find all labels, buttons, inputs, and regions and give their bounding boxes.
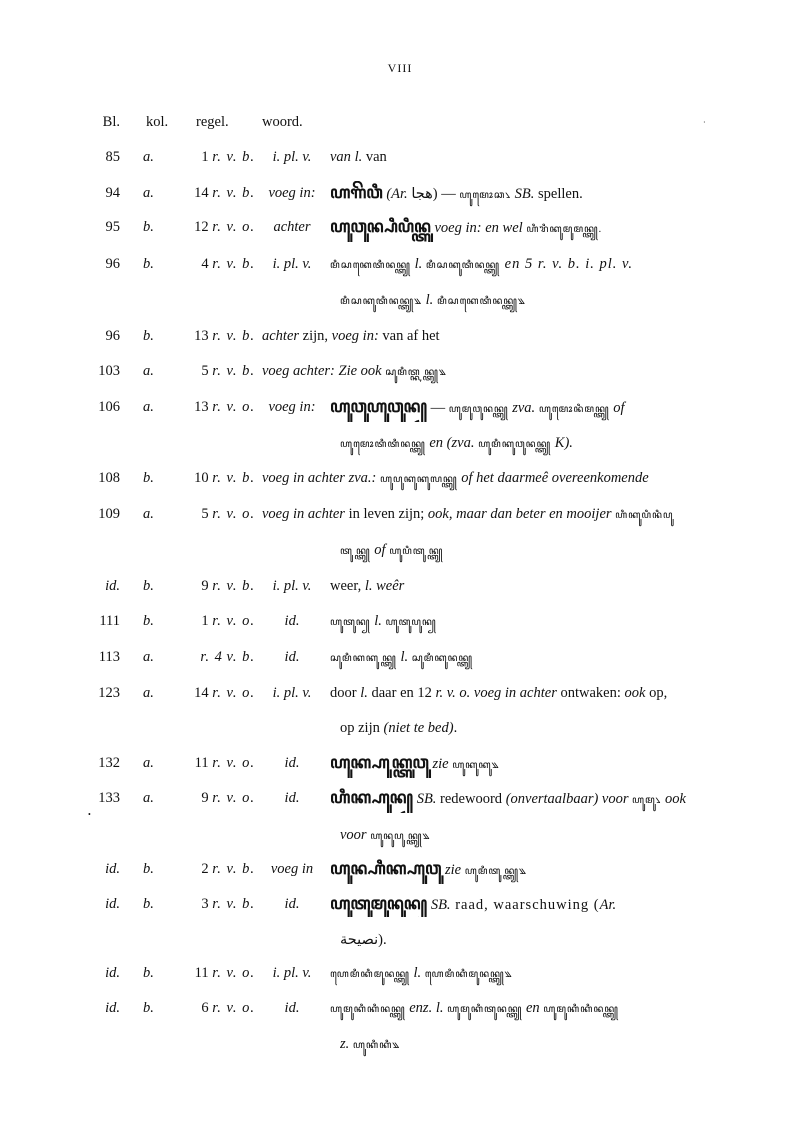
table-row-continuation [0,716,800,740]
table-row-continuation [0,928,800,952]
correction-text: door l. daar en 12 r. v. o. voeg in achter ontwaken: ook op, [330,685,668,701]
regel-cell: 3 r. v. b. [201,896,255,912]
correction-text: ꦲꦸꦠꦸꦤ꧀ l. ꦲꦸꦠꦸꦥꦸꦤ꧀ [330,613,437,629]
regel-cell: 9 r. v. b. [201,578,255,594]
regel-cell: 11 r. v. o. [194,965,255,981]
bl-cell: id. [105,896,120,912]
correction-text: ꦲꦸꦩꦺꦴꦠꦶꦠꦶꦤꦤ꧀ꦠꦾ en (zva. ꦲꦸꦩꦶꦏꦸꦮꦸꦤꦤ꧀ꦠꦾ K). [340,435,573,451]
kol-cell: b. [143,328,154,344]
kol-cell: b. [143,578,154,594]
correction-text: ꦲꦸꦏ꧀ꦲꦸꦏ꧀ꦠꦸꦮꦸ zie ꦲꦸꦏꦸꦏꦸ꧉ [330,753,500,772]
regel-cell: 13 r. v. b. [194,328,255,344]
regel-cell: 6 r. v. o. [201,1000,255,1016]
correction-text: voeg in achter zva.: ꦲꦸꦥꦸꦏꦸꦏꦸꦭꦤ꧀ꦠꦾ of het daarmeê overeenkomende [262,470,649,486]
correction-text: voor ꦲꦸꦤꦸꦥꦸꦤ꧀ꦠꦾ꧉ [340,827,431,843]
javanese-script: ꦲꦸꦥꦸꦏꦸꦏꦸꦭꦤ꧀ꦠꦾ [379,474,458,485]
arabic-script: هجا [411,186,433,202]
javanese-script: ꦲꦸꦠꦸꦩꦸꦤꦸꦤ꧀ [330,894,428,913]
table-row-continuation [0,288,800,312]
correction-text: ꦲꦸꦠꦸꦩꦸꦤꦸꦤ꧀ SB. raad, waarschuwing (Ar. [330,894,617,913]
regel-cell: 11 r. v. o. [194,755,255,771]
kol-cell: b. [143,219,154,235]
regel-cell: 9 r. v. o. [201,790,255,806]
correction-text: achter zijn, voeg in: van af het [262,328,440,344]
stray-mark: · [703,118,706,127]
regel-cell: 1 r. v. o. [201,613,255,629]
correction-text: voeg in achter in leven zijn; ook, maar dan beter en mooijer ꦲꦶꦏꦸꦥꦶꦤꦶꦥꦸ [262,506,674,522]
woord-cell: id. [284,896,300,912]
kol-cell: b. [143,1000,154,1016]
table-row [0,252,800,276]
correction-text: ꦲꦸꦤ꧀ꦲꦶꦏ꧀ꦲꦸꦮꦸ zie ꦲꦸꦩꦶꦠꦸꦤ꧀ꦠꦾ꧉ [330,859,527,878]
table-row [0,466,800,490]
regel-cell: 13 r. v. o. [194,399,255,415]
bl-cell: id. [105,1000,120,1016]
javanese-script: ꦩꦶꦱꦏꦸꦠꦶꦤꦤ꧀ꦠꦾ [425,260,501,271]
javanese-script: ꦲꦸꦮꦸꦤ꧀ꦥꦶꦥꦶꦤ꧀ꦠꦸ [330,217,431,236]
table-row [0,145,800,169]
correction-text: z. ꦲꦸꦏꦶꦏꦶ꧉ [340,1036,401,1052]
woord-cell: i. pl. v. [272,256,312,272]
table-row [0,961,800,985]
javanese-script: ꦲꦸꦏꦸꦏꦸ꧉ [452,760,500,771]
woord-cell: id. [284,755,300,771]
correction-text: نصيحة). [340,932,387,948]
regel-cell: 1 r. v. b. [201,149,255,165]
table-row [0,502,800,526]
javanese-script: ꦩꦶꦱꦏꦺꦠꦶꦤꦤ꧀ꦠꦾ [330,260,411,271]
kol-cell: a. [143,790,154,806]
kol-cell: a. [143,399,154,415]
woord-cell: id. [284,649,300,665]
javanese-script: ꦲꦸꦩꦶꦏꦸꦮꦸꦤꦤ꧀ꦠꦾ [478,439,552,450]
regel-cell: 5 r. v. o. [201,506,255,522]
bl-cell: id. [105,861,120,877]
kol-cell: a. [143,755,154,771]
bl-cell: 108 [98,470,120,486]
arabic-script: نصيحة [340,932,379,948]
bl-cell: 113 [98,649,120,665]
javanese-script: ꦲꦸꦩꦶꦠꦸꦤ꧀ꦠꦾ꧉ [464,866,527,877]
javanese-script: ꦲꦸꦩꦺꦴꦤꦶꦩꦤ꧀ꦠꦾ [538,404,610,415]
correction-text: ꦲꦒꦼꦮꦶ (Ar. هجا) — ꦲꦸꦩꦺꦴꦕ꧈ SB. spellen. [330,183,583,202]
woord-cell: achter [273,219,311,235]
table-row-continuation [0,1032,800,1056]
table-row [0,751,800,775]
javanese-script: ꦲꦸꦠꦸꦤ꧀ [330,617,371,628]
kol-cell: b. [143,896,154,912]
header-regel: regel. [196,114,229,130]
javanese-script: ꦲꦸꦩꦺꦴꦠꦶꦠꦶꦤꦤ꧀ꦠꦾ [340,439,426,450]
woord-cell: i. pl. v. [272,578,312,594]
javanese-script: ꦲꦸꦤ꧀ꦲꦶꦏ꧀ꦲꦸꦮꦸ [330,859,442,878]
bl-cell: 103 [98,363,120,379]
bl-cell: id. [105,965,120,981]
javanese-script: ꦲꦸꦠꦸꦥꦸꦤ꧀ [385,617,437,628]
javanese-script: ꦲꦸꦩꦸ꧈ [628,795,662,806]
header-woord: woord. [262,114,303,130]
correction-text: weer, l. weêr [330,578,405,594]
javanese-script: ꦲꦸꦩꦸꦏꦶꦠꦸꦤꦤ꧀ꦠꦾ [447,1004,523,1015]
woord-cell: voeg in [270,861,314,877]
page-number: VIII [387,61,413,75]
bl-cell: 132 [98,755,120,771]
correction-text: ꦱꦸꦩꦶꦏꦏꦸꦤ꧀ꦠꦾ l. ꦱꦸꦩꦶꦏꦸꦤꦤ꧀ꦠꦾ [330,649,474,665]
kol-cell: a. [143,363,154,379]
table-row [0,574,800,598]
kol-cell: b. [143,861,154,877]
table-row [0,609,800,633]
woord-cell: id. [284,613,300,629]
correction-text: ꦩꦶꦱꦏꦸꦠꦶꦤꦤ꧀ꦠꦾ꧉ l. ꦩꦶꦱꦏꦺꦠꦶꦤꦤ꧀ꦠꦾ꧉ [340,292,526,308]
table-row-continuation [0,538,800,562]
javanese-script: ꦩꦶꦱꦏꦺꦠꦶꦤꦤ꧀ꦠꦾ꧉ [436,296,526,307]
table-row [0,181,800,205]
regel-cell: 5 r. v. b. [201,363,255,379]
bl-cell: 111 [99,613,120,629]
javanese-script: ꦲꦸꦩꦺꦴꦕ꧈ [459,190,512,201]
correction-text: op zijn (niet te bed). [340,720,458,736]
javanese-script: ꦲꦸꦤꦸꦥꦸꦤ꧀ꦠꦾ꧉ [370,831,431,842]
javanese-script: ꦱꦸꦩꦶꦠ꧀ꦏꦤ꧀ꦠꦾ꧉ [385,367,447,378]
table-row [0,359,800,383]
woord-cell: voeg in: [268,185,316,201]
table-row [0,395,800,419]
kol-cell: a. [143,149,154,165]
woord-cell: i. pl. v. [272,965,312,981]
correction-text: ꦲꦺꦩꦶꦏꦶꦩꦸꦤꦤ꧀ꦠꦾ l. ꦲꦺꦩꦶꦏꦶꦩꦸꦤꦤ꧀ꦠꦾ꧉ [330,965,513,981]
javanese-script: ꦲꦸꦩꦸꦮꦸꦤꦤ꧀ꦠꦾ [448,404,509,415]
bl-cell: 95 [105,219,120,235]
table-row [0,324,800,348]
correction-text: ꦲꦶꦏ꧀ꦲꦸꦤ꧀ SB. redewoord (onvertaalbaar) voor ꦲꦸꦩꦸ꧈ ook [330,788,686,807]
javanese-script: ꦲꦸꦮꦸꦲꦸꦮꦸꦤ꧀ [330,397,427,416]
table-row [0,786,800,810]
javanese-script: ꦲꦸꦥꦶꦠꦸꦤ꧀ꦠꦾ [389,546,444,557]
bl-cell: 96 [105,328,120,344]
javanese-script: ꦩꦶꦱꦏꦸꦠꦶꦤꦤ꧀ꦠꦾ꧉ [340,296,423,307]
table-row [0,215,800,239]
table-header [0,110,800,134]
javanese-script: ꦲꦺꦩꦶꦏꦶꦩꦸꦤꦤ꧀ꦠꦾ [330,969,410,980]
javanese-script: ꦲꦸꦩꦸꦏꦶꦏꦶꦤꦤ꧀ꦠꦾ [543,1004,619,1015]
bl-cell: 85 [105,149,120,165]
table-row [0,996,800,1020]
regel-cell: 12 r. v. o. [194,219,255,235]
correction-text: ꦲꦸꦮꦸꦲꦸꦮꦸꦤ꧀ — ꦲꦸꦩꦸꦮꦸꦤꦤ꧀ꦠꦾ zva. ꦲꦸꦩꦺꦴꦤꦶꦩꦤ꧀ꦠꦾ of [330,397,625,416]
header-bl: Bl. [102,114,120,130]
bl-cell: id. [105,578,120,594]
table-row [0,892,800,916]
table-row-continuation [0,431,800,455]
correction-text: van l. van [330,149,387,165]
header-kol: kol. [146,114,169,130]
bl-cell: 96 [105,256,120,272]
woord-cell: i. pl. v. [272,149,312,165]
correction-text: ꦠꦸꦤ꧀ꦠꦾ of ꦲꦸꦥꦶꦠꦸꦤ꧀ꦠꦾ [340,542,444,558]
bl-cell: 109 [98,506,120,522]
javanese-script: ꦲꦺꦩꦶꦏꦶꦩꦸꦤꦤ꧀ꦠꦾ꧉ [424,969,513,980]
correction-text: ꦩꦶꦱꦏꦺꦠꦶꦤꦤ꧀ꦠꦾ l. ꦩꦶꦱꦏꦸꦠꦶꦤꦤ꧀ꦠꦾ en 5 r. v. b. i. pl. v. [330,256,634,272]
correction-text: ꦲꦸꦩꦸꦏꦶꦏꦶꦤꦤ꧀ꦠꦾ enz. l. ꦲꦸꦩꦸꦏꦶꦠꦸꦤꦤ꧀ꦠꦾ en ꦲꦸꦩꦸꦏꦶꦏꦶꦤꦤ꧀ꦠꦾ [330,1000,619,1016]
javanese-script: ꦲꦶꦏ꧀ꦲꦸꦤ꧀ [330,788,414,807]
woord-cell: voeg in: [268,399,316,415]
kol-cell: b. [143,613,154,629]
correction-text: ꦲꦸꦮꦸꦤ꧀ꦥꦶꦥꦶꦤ꧀ꦠꦸ voeg in: en wel ꦲꦶꦫꦶꦏꦸꦩꦸꦩꦤ꧀ꦠꦾ. [330,217,603,236]
javanese-script: ꦱꦸꦩꦶꦏꦸꦤꦤ꧀ꦠꦾ [411,653,474,664]
regel-cell: r. 4 v. b. [200,649,255,665]
regel-cell: 14 r. v. b. [194,185,255,201]
kol-cell: a. [143,649,154,665]
correction-text: voeg achter: Zie ook ꦱꦸꦩꦶꦠ꧀ꦏꦤ꧀ꦠꦾ꧉ [262,363,447,379]
bl-cell: 94 [105,185,120,201]
javanese-script: ꦠꦸꦤ꧀ꦠꦾ [340,546,371,557]
woord-cell: id. [284,790,300,806]
kol-cell: b. [143,470,154,486]
kol-cell: a. [143,506,154,522]
stray-mark: • [88,810,91,819]
bl-cell: 106 [98,399,120,415]
bl-cell: 133 [98,790,120,806]
regel-cell: 10 r. v. b. [194,470,255,486]
regel-cell: 2 r. v. b. [201,861,255,877]
javanese-script: ꦱꦸꦩꦶꦏꦏꦸꦤ꧀ꦠꦾ [330,653,397,664]
woord-cell: i. pl. v. [272,685,312,701]
woord-cell: id. [284,1000,300,1016]
regel-cell: 4 r. v. b. [201,256,255,272]
javanese-script: ꦲꦸꦏ꧀ꦲꦸꦏ꧀ꦠꦸꦮꦸ [330,753,429,772]
kol-cell: a. [143,685,154,701]
table-row [0,857,800,881]
javanese-script: ꦲꦶꦏꦸꦥꦶꦤꦶꦥꦸ [615,510,674,521]
table-row [0,681,800,705]
regel-cell: 14 r. v. o. [194,685,255,701]
javanese-script: ꦲꦸꦏꦶꦏꦶ꧉ [352,1040,401,1051]
bl-cell: 123 [98,685,120,701]
kol-cell: b. [143,965,154,981]
kol-cell: a. [143,185,154,201]
kol-cell: b. [143,256,154,272]
javanese-script: ꦲꦸꦩꦸꦏꦶꦏꦶꦤꦤ꧀ꦠꦾ [330,1004,406,1015]
javanese-script: ꦲꦶꦫꦶꦏꦸꦩꦸꦩꦤ꧀ꦠꦾ. [526,224,603,235]
table-row-continuation [0,823,800,847]
table-row [0,645,800,669]
javanese-script: ꦲꦒꦼꦮꦶ [330,183,383,202]
